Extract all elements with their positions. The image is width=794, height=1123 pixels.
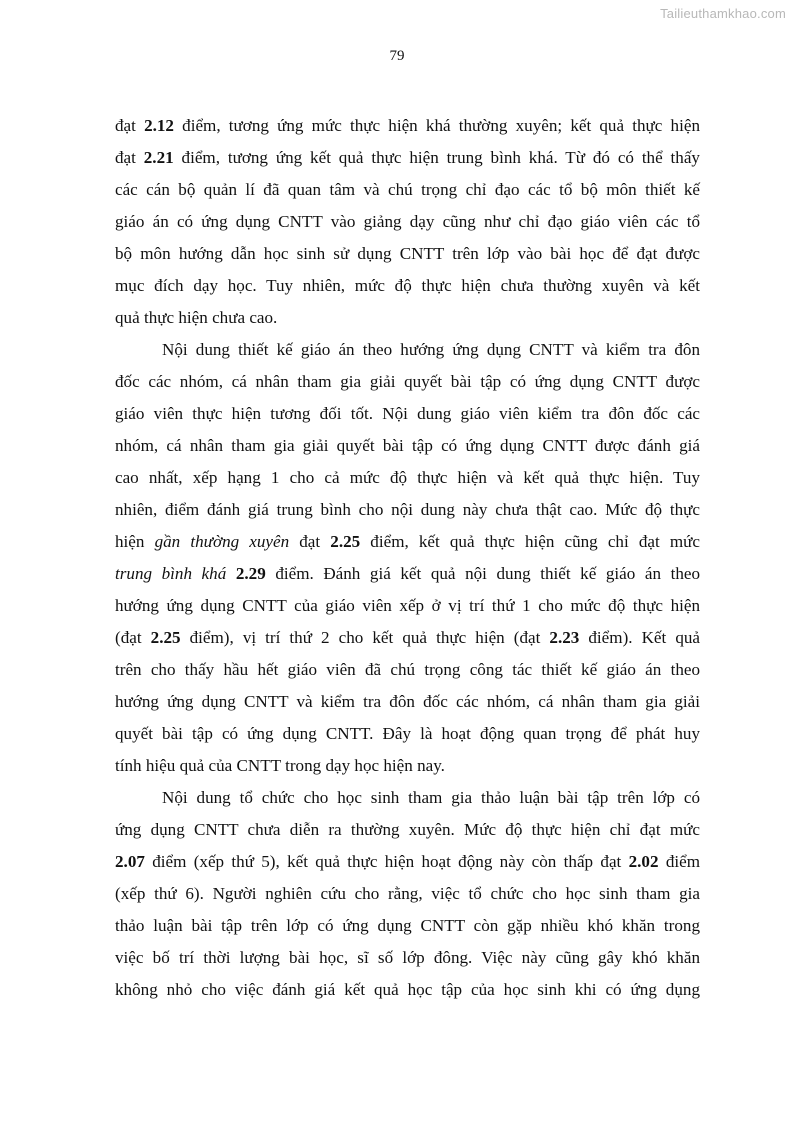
text-line: trên cho thấy hầu hết giáo viên đã chú trọng công tác thiết kế giáo án theo: [115, 660, 700, 679]
text-line: (xếp thứ 6). Người nghiên cứu cho rằng, việc tổ chức cho học sinh tham gia: [115, 884, 700, 903]
text-line: giáo viên thực hiện tương đối tốt. Nội dung giáo viên kiểm tra đôn đốc các: [115, 404, 700, 423]
text-line: đốc các nhóm, cá nhân tham gia giải quyết bài tập có ứng dụng CNTT được: [115, 372, 700, 391]
text-line: hướng ứng dụng CNTT của giáo viên xếp ở vị trí thứ 1 cho mức độ thực hiện: [115, 596, 700, 615]
text-line: hướng ứng dụng CNTT và kiểm tra đôn đốc các nhóm, cá nhân tham gia giải: [115, 692, 700, 711]
paragraph: [115, 334, 700, 782]
text-line: các cán bộ quản lí đã quan tâm và chú trọng chỉ đạo các tổ bộ môn thiết kế: [115, 180, 700, 199]
text-line: ứng dụng CNTT chưa diễn ra thường xuyên. Mức độ thực hiện chỉ đạt mức: [115, 820, 700, 839]
bold-score: 2.23: [549, 628, 580, 647]
bold-score: 2.25: [330, 532, 361, 551]
text-line: Nội dung thiết kế giáo án theo hướng ứng dụng CNTT và kiểm tra đôn: [162, 340, 700, 359]
text-line: cao nhất, xếp hạng 1 cho cả mức độ thực hiện và kết quả thực hiện. Tuy: [115, 468, 700, 487]
bold-score: 2.21: [143, 148, 174, 167]
italic-term: trung bình khá: [115, 564, 227, 583]
italic-term: gần thường xuyên: [154, 532, 290, 551]
text-line: 2.07 điểm (xếp thứ 5), kết quả thực hiện hoạt động này còn thấp đạt 2.02 điểm: [115, 852, 701, 871]
paragraph: [115, 110, 700, 334]
paragraph: [115, 782, 700, 1006]
text-line: đạt 2.21 điểm, tương ứng kết quả thực hiện trung bình khá. Từ đó có thể thấy: [115, 148, 700, 167]
text-line: nhóm, cá nhân tham gia giải quyết bài tập có ứng dụng CNTT được đánh giá: [115, 436, 700, 455]
bold-score: 2.29: [235, 564, 266, 583]
text-line: mục đích dạy học. Tuy nhiên, mức độ thực hiện chưa thường xuyên và kết: [115, 276, 700, 295]
bold-score: 2.07: [115, 852, 145, 871]
text-line: không nhỏ cho việc đánh giá kết quả học tập của học sinh khi có ứng dụng: [115, 980, 700, 999]
text-line: việc bố trí thời lượng bài học, sĩ số lớp đông. Việc này cũng gây khó khăn: [115, 948, 700, 967]
text-line: trung bình khá 2.29 điểm. Đánh giá kết quả nội dung thiết kế giáo án theo: [115, 564, 700, 583]
text-line: bộ môn hướng dẫn học sinh sử dụng CNTT trên lớp vào bài học để đạt được: [115, 244, 700, 263]
text-line: đạt 2.12 điểm, tương ứng mức thực hiện khá thường xuyên; kết quả thực hiện: [115, 116, 700, 135]
bold-score: 2.25: [150, 628, 181, 647]
page-number: 79: [389, 48, 405, 64]
watermark-text: Tailieuthamkhao.com: [660, 6, 786, 21]
text-line: quả thực hiện chưa cao.: [115, 308, 278, 327]
bold-score: 2.12: [144, 116, 174, 135]
bold-score: 2.02: [628, 852, 659, 871]
text-line: giáo án có ứng dụng CNTT vào giảng dạy cũng như chỉ đạo giáo viên các tổ: [115, 212, 700, 231]
text-line: hiện gần thường xuyên đạt 2.25 điểm, kết quả thực hiện cũng chỉ đạt mức: [115, 532, 700, 551]
text-line: thảo luận bài tập trên lớp có ứng dụng CNTT còn gặp nhiều khó khăn trong: [115, 916, 700, 935]
text-line: (đạt 2.25 điểm), vị trí thứ 2 cho kết quả thực hiện (đạt 2.23 điểm). Kết quả: [115, 628, 701, 647]
text-line: quyết bài tập có ứng dụng CNTT. Đây là hoạt động quan trọng để phát huy: [115, 724, 700, 743]
text-line: nhiên, điểm đánh giá trung bình cho nội dung này chưa thật cao. Mức độ thực: [115, 500, 700, 519]
document-body: [115, 110, 700, 1006]
text-line: Nội dung tổ chức cho học sinh tham gia thảo luận bài tập trên lớp có: [162, 788, 700, 807]
text-line: tính hiệu quả của CNTT trong dạy học hiện nay.: [115, 756, 445, 775]
